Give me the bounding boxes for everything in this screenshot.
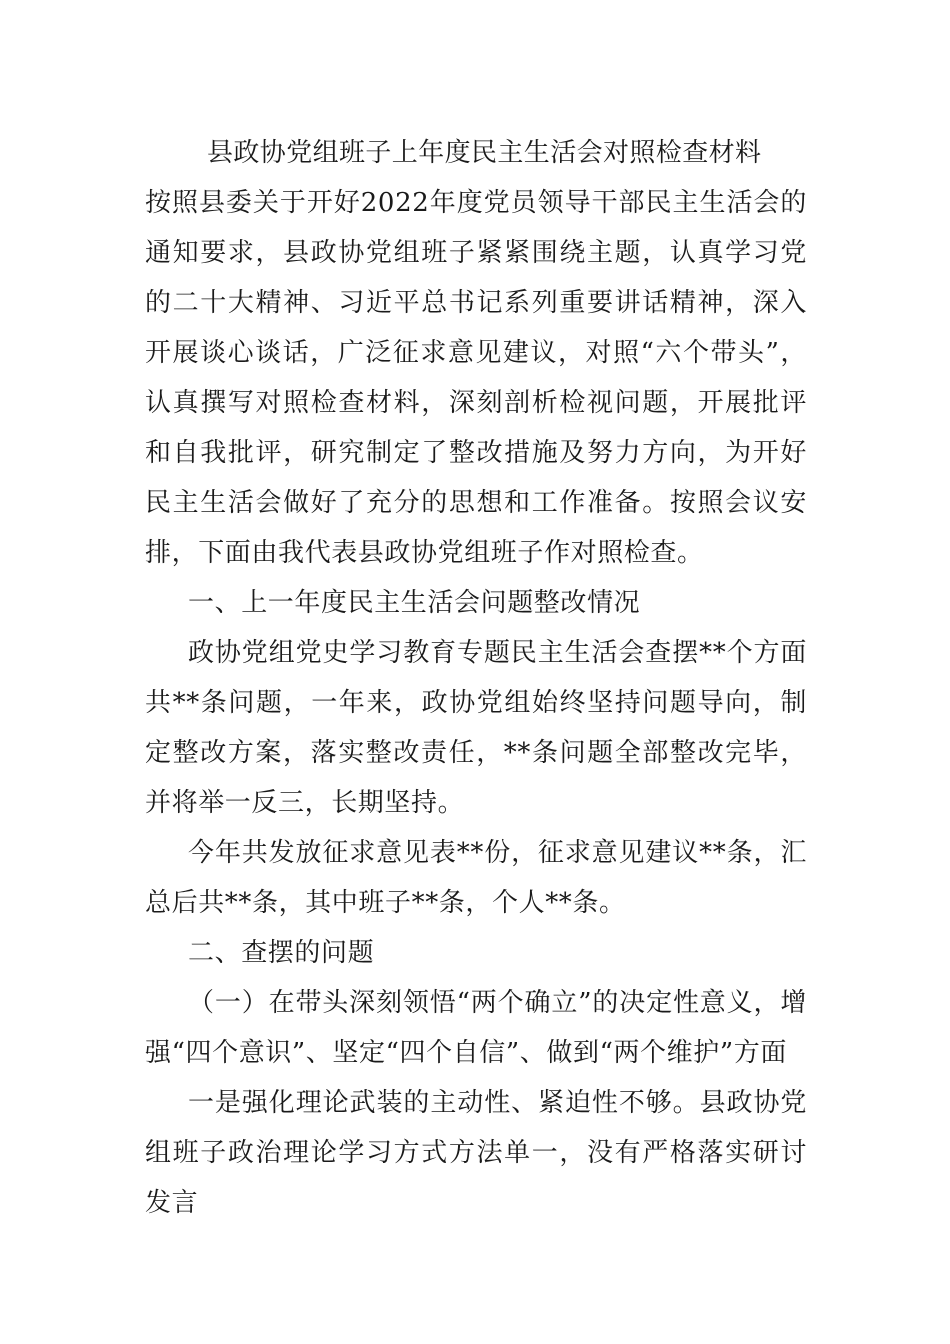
document-title: 县政协党组班子上年度民主生活会对照检查材料 xyxy=(207,138,762,168)
section-heading-1: 一、上一年度民主生活会问题整改情况 xyxy=(188,588,641,618)
document-page xyxy=(145,128,807,1228)
section-heading-2: 二、查摆的问题 xyxy=(188,938,375,968)
paragraph-intro: 按照县委关于开好2022年度党员领导干部民主生活会的通知要求，县政协党组班子紧紧围绕主题，认真学习党的二十大精神、习近平总书记系列重要讲话精神，深入开展谈心谈话，广泛征求意见建议，对照“六个带头”，认真撰写对照检查材料，深刻剖析检视问题，开展批评和自我批评，研究制定了整改措施及努力方向，为开好民主生活会做好了充分的思想和工作准备。按照会议安排，下面由我代表县政协党组班子作对照检查。 xyxy=(145,188,807,568)
paragraph-opinions: 今年共发放征求意见表**份，征求意见建议**条，汇总后共**条，其中班子**条，个人**条。 xyxy=(145,838,807,918)
paragraph-rectification: 政协党组党史学习教育专题民主生活会查摆**个方面共**条问题，一年来，政协党组始终坚持问题导向，制定整改方案，落实整改责任，**条问题全部整改完毕，并将举一反三，长期坚持。 xyxy=(145,638,807,818)
subsection-heading-1: （一）在带头深刻领悟“两个确立”的决定性意义，增强“四个意识”、坚定“四个自信”、做到“两个维护”方面 xyxy=(145,988,807,1068)
paragraph-issue-1: 一是强化理论武装的主动性、紧迫性不够。县政协党组班子政治理论学习方式方法单一，没有严格落实研讨发言 xyxy=(145,1088,807,1218)
